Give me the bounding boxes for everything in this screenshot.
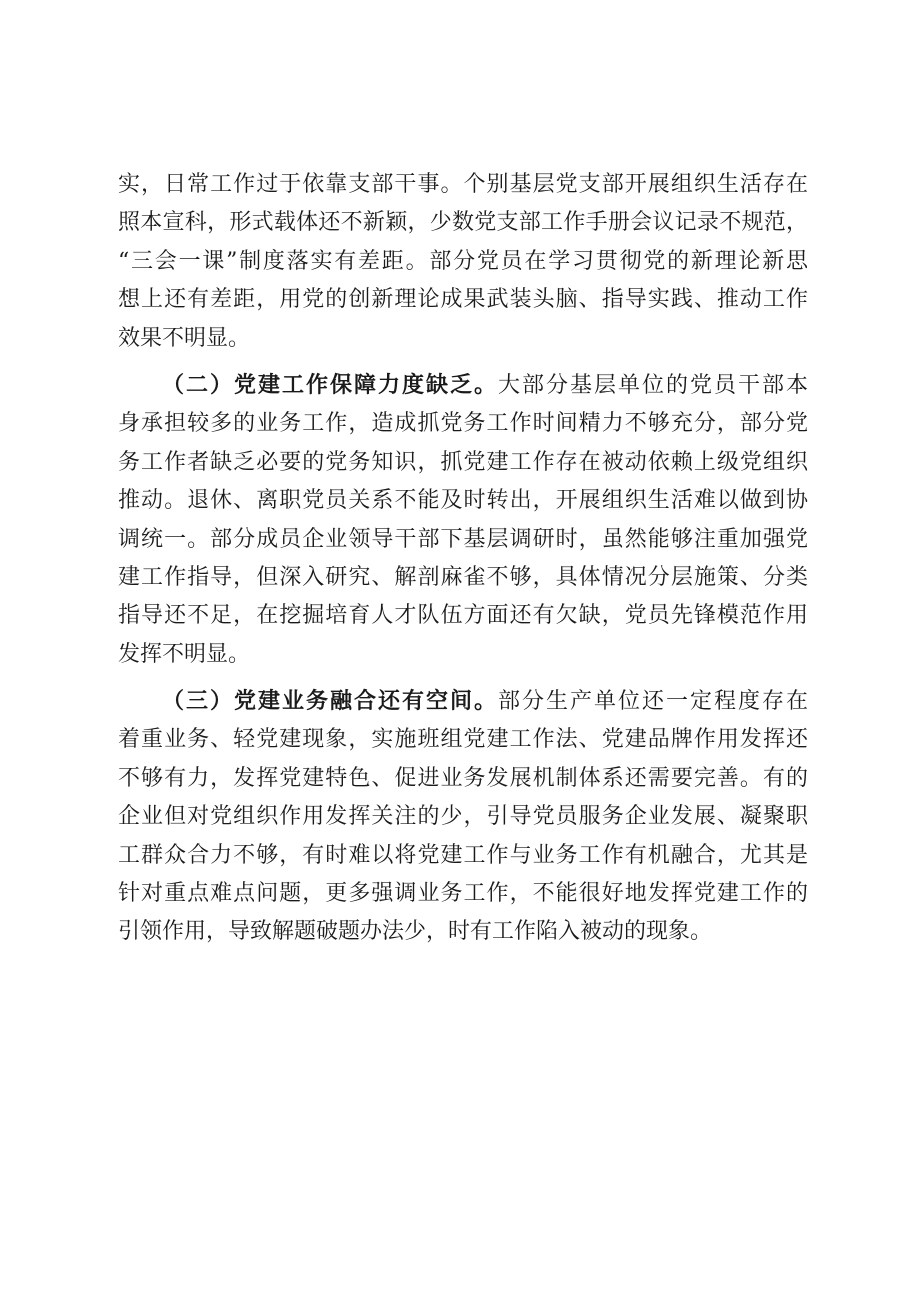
text-line: 身承担较多的业务工作，造成抓党务工作时间精力不够充分，部分党 (118, 411, 808, 437)
paragraph-1 (118, 166, 808, 358)
text-line: 企业但对党组织作用发挥关注的少，引导党员服务企业发展、凝聚职 (118, 804, 808, 830)
text-line: 建工作指导，但深入研究、解剖麻雀不够，具体情况分层施策、分类 (118, 564, 808, 590)
text-line: 想上还有差距，用党的创新理论成果武装头脑、指导实践、推动工作 (118, 287, 808, 313)
document-page (118, 166, 808, 952)
text-line: 着重业务、轻党建现象，实施班组党建工作法、党建品牌作用发挥还 (118, 727, 808, 753)
text-line: 不够有力，发挥党建特色、促进业务发展机制体系还需要完善。有的 (118, 765, 808, 791)
text-line: 引领作用，导致解题破题办法少，时有工作陷入被动的现象。 (118, 919, 713, 945)
text-line: 照本宣科，形式载体还不新颖，少数党支部工作手册会议记录不规范， (118, 210, 808, 236)
section-heading: （二）党建工作保障力度缺乏。 (162, 372, 498, 398)
text-line: 发挥不明显。 (118, 641, 251, 667)
text-line (118, 367, 808, 405)
text-line: “三会一课”制度落实有差距。部分党员在学习贯彻党的新理论新思 (118, 248, 808, 274)
paragraph-2 (118, 367, 808, 674)
text-line: 务工作者缺乏必要的党务知识，抓党建工作存在被动依赖上级党组织 (118, 449, 808, 475)
text-line: 工群众合力不够，有时难以将党建工作与业务工作有机融合，尤其是 (118, 842, 808, 868)
text-line: 指导还不足，在挖掘培育人才队伍方面还有欠缺，党员先锋模范作用 (118, 603, 808, 629)
text-line: 针对重点难点问题，更多强调业务工作，不能很好地发挥党建工作的 (118, 881, 808, 907)
text-run: 部分生产单位还一定程度存在 (497, 689, 808, 715)
text-line: 推动。退休、离职党员关系不能及时转出，开展组织生活难以做到协 (118, 488, 808, 514)
text-line: 调统一。部分成员企业领导干部下基层调研时，虽然能够注重加强党 (118, 526, 808, 552)
section-heading: （三）党建业务融合还有空间。 (162, 689, 498, 715)
paragraph-3 (118, 683, 808, 952)
text-line (118, 683, 808, 721)
text-run: 大部分基层单位的党员干部本 (497, 372, 808, 398)
text-line: 效果不明显。 (118, 325, 251, 351)
text-line: 实，日常工作过于依靠支部干事。个别基层党支部开展组织生活存在 (118, 172, 808, 197)
